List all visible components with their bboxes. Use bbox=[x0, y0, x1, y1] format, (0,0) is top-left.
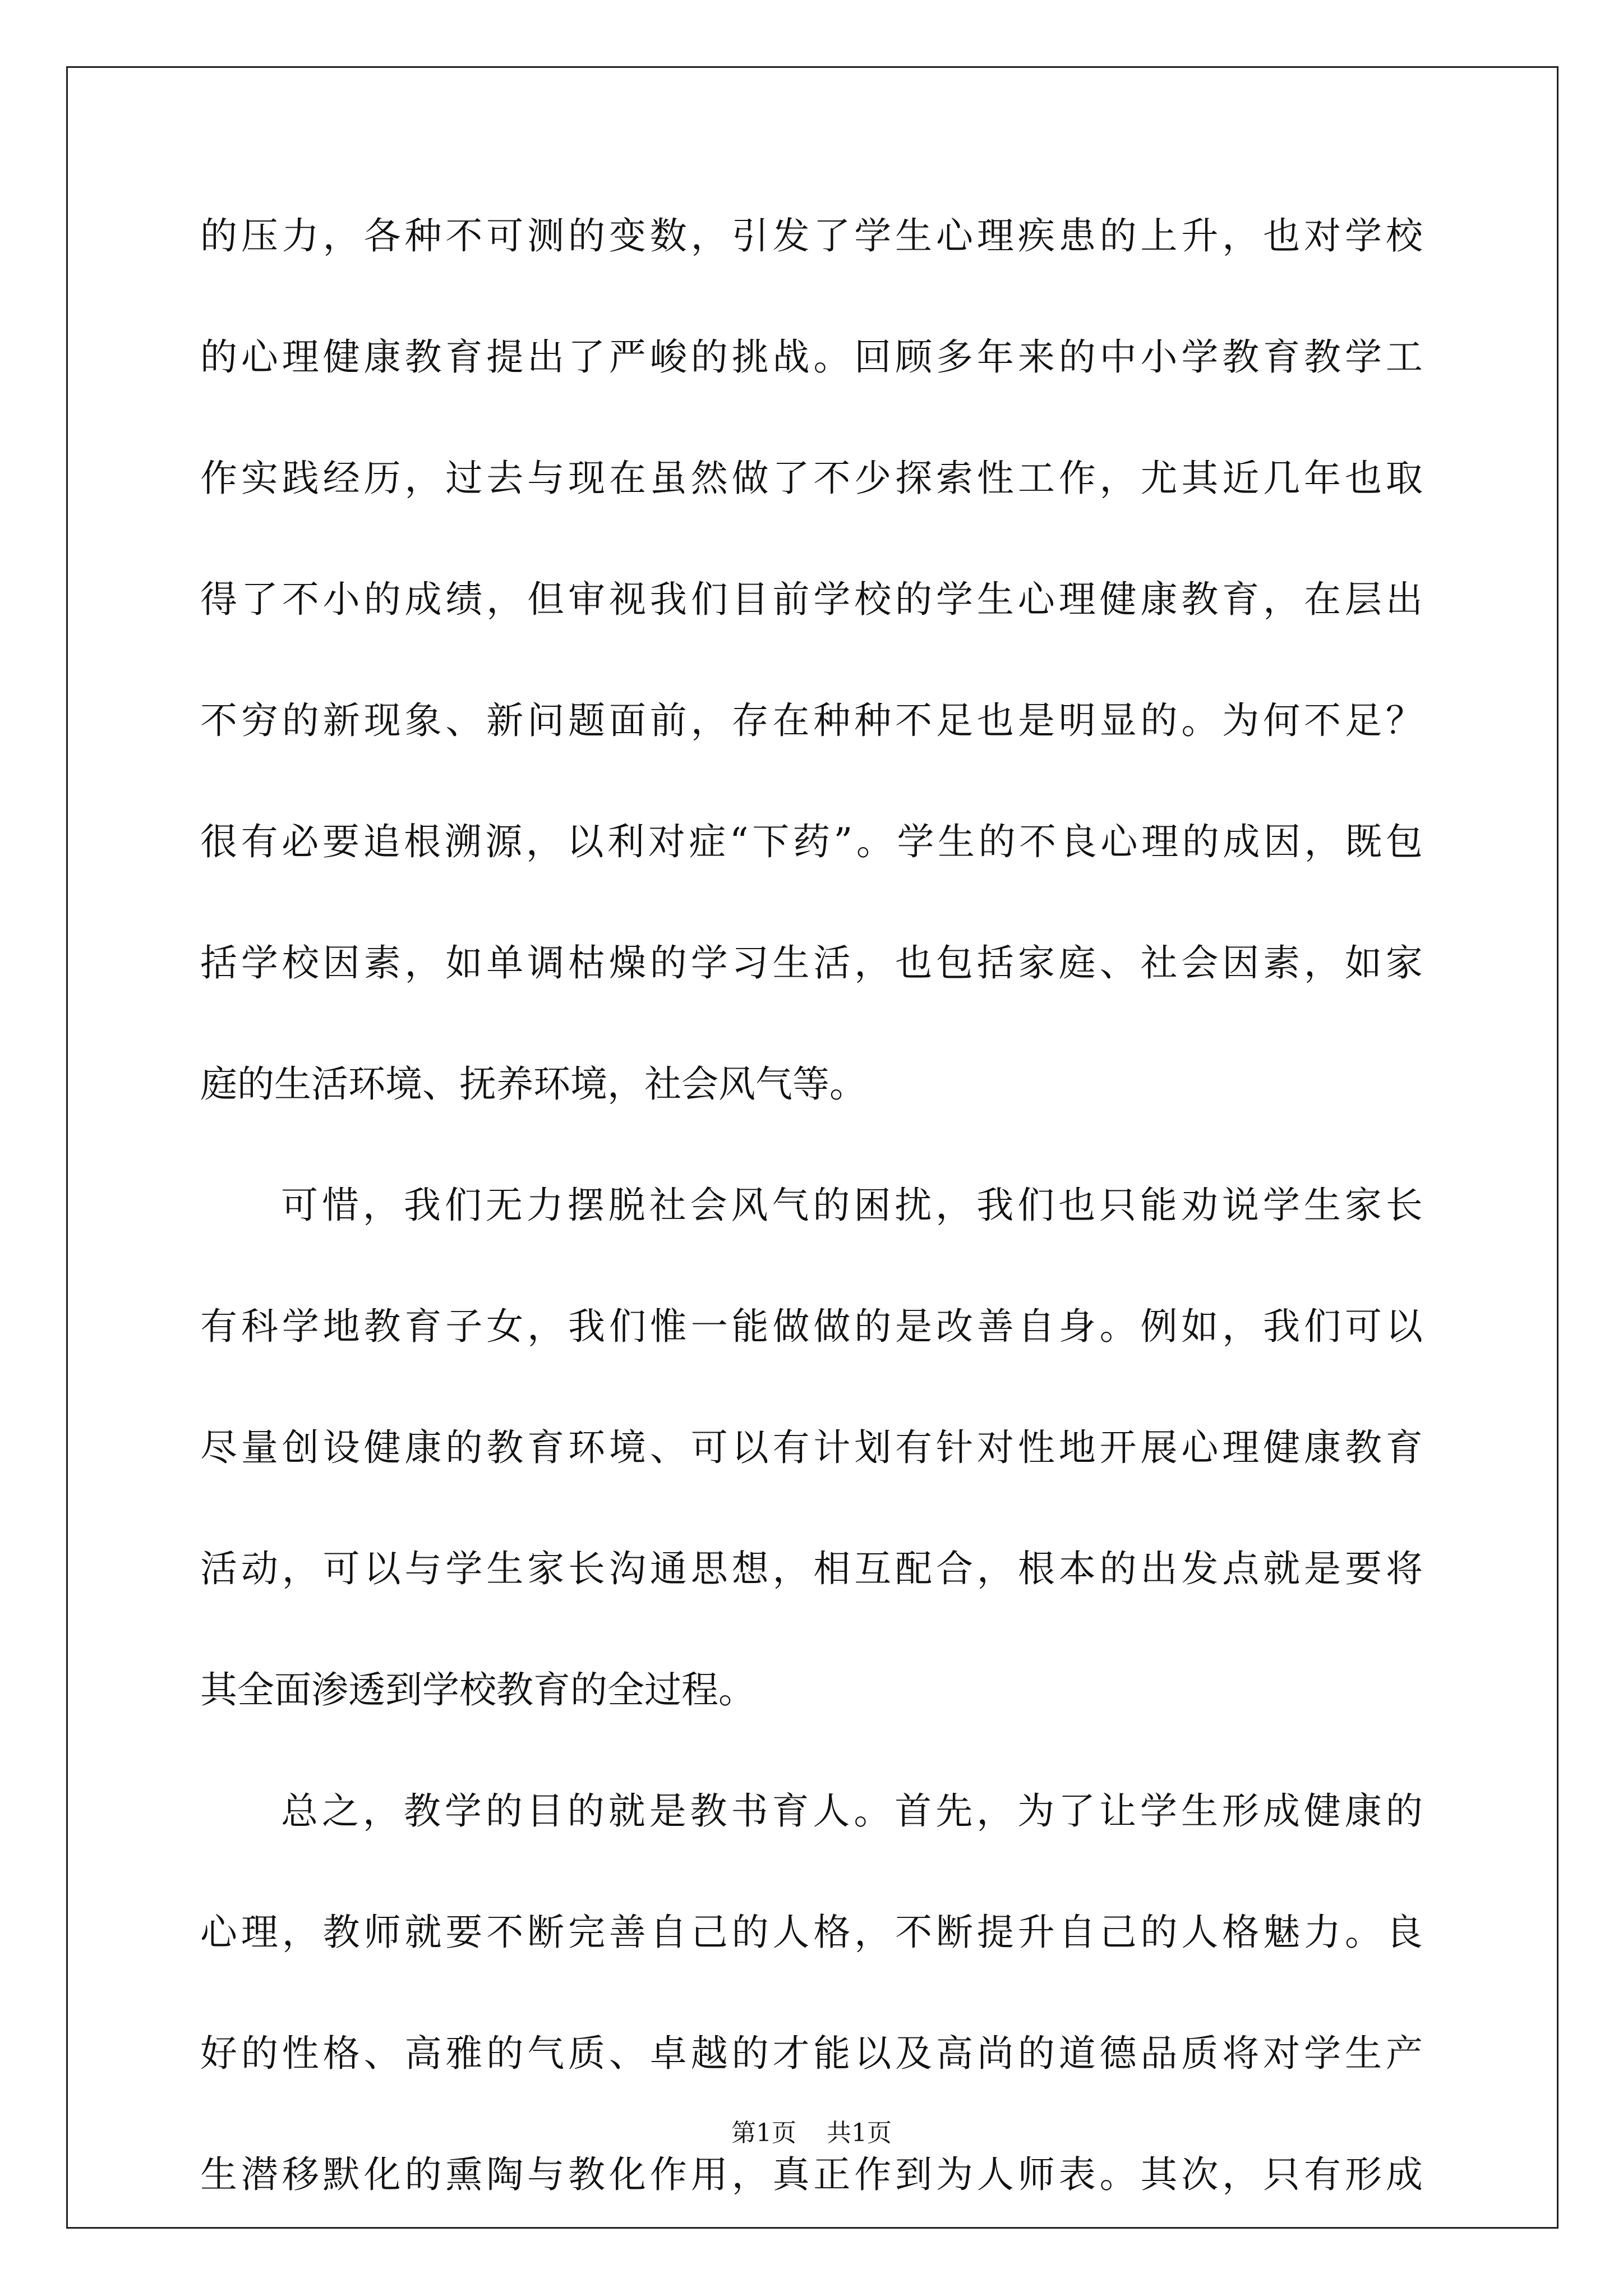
text-line: 括 学 校 因 素 ， 如 单 调 枯 燥 的 学 习 生 活 ， 也 包 括 家 庭 、 社 会 因 素 ， 如 家 bbox=[200, 941, 1423, 984]
text-line: 其全面渗透到学校教育的全过程。 bbox=[200, 1668, 755, 1711]
text-line: 活 动 ， 可 以 与 学 生 家 长 沟 通 思 想 ， 相 互 配 合 ， 根 本 的 出 发 点 就 是 要 将 bbox=[200, 1547, 1423, 1590]
text-line: 尽 量 创 设 健 康 的 教 育 环 境 、 可 以 有 计 划 有 针 对 性 地 开 展 心 理 健 康 教 育 bbox=[200, 1426, 1423, 1469]
page-number: 第1页 bbox=[731, 2119, 796, 2147]
page-total: 共1页 bbox=[827, 2119, 892, 2147]
text-line: 心 理 ， 教 师 就 要 不 断 完 善 自 己 的 人 格 ， 不 断 提 升 自 己 的 人 格 魅 力 。 良 bbox=[200, 1911, 1423, 1954]
text-line: 好 的 性 格 、 高 雅 的 气 质 、 卓 越 的 才 能 以 及 高 尚 的 道 德 品 质 将 对 学 生 产 bbox=[200, 2032, 1423, 2075]
document-body bbox=[200, 216, 1423, 2276]
text-line: 生 潜 移 默 化 的 熏 陶 与 教 化 作 用 ， 真 正 作 到 为 人 师 表 。 其 次 ， 只 有 形 成 bbox=[200, 2153, 1423, 2196]
text-line: 得 了 不 小 的 成 绩 ， 但 审 视 我 们 目 前 学 校 的 学 生 心 理 健 康 教 育 ， 在 层 出 bbox=[200, 578, 1423, 621]
text-line: 不 穷 的 新 现 象 、 新 问 题 面 前 ， 存 在 种 种 不 足 也 是 明 显 的 。 为 何 不 足 ？ bbox=[200, 699, 1423, 742]
text-line: 的 压 力 ， 各 种 不 可 测 的 变 数 ， 引 发 了 学 生 心 理 疾 患 的 上 升 ， 也 对 学 校 bbox=[200, 214, 1423, 257]
text-line: 有 科 学 地 教 育 子 女 ， 我 们 惟 一 能 做 做 的 是 改 善 自 身 。 例 如 ， 我 们 可 以 bbox=[200, 1305, 1423, 1348]
text-line: 作 实 践 经 历 ， 过 去 与 现 在 虽 然 做 了 不 少 探 索 性 工 作 ， 尤 其 近 几 年 也 取 bbox=[200, 457, 1423, 500]
text-line: 很 有 必 要 追 根 溯 源 ， 以 利 对 症 “ 下 药 ” 。 学 生 的 不 良 心 理 的 成 因 ， 既 包 bbox=[200, 820, 1423, 863]
page-footer bbox=[0, 2118, 1623, 2148]
text-line: 总 之 ， 教 学 的 目 的 就 是 教 书 育 人 。 首 先 ， 为 了 让 学 生 形 成 健 康 的 bbox=[281, 1789, 1423, 1833]
text-line: 的 心 理 健 康 教 育 提 出 了 严 峻 的 挑 战 。 回 顾 多 年 来 的 中 小 学 教 育 教 学 工 bbox=[200, 335, 1423, 379]
text-line: 可 惜 ， 我 们 无 力 摆 脱 社 会 风 气 的 困 扰 ， 我 们 也 只 能 劝 说 学 生 家 长 bbox=[281, 1184, 1423, 1227]
text-line: 庭的生活环境、抚养环境，社会风气等。 bbox=[200, 1062, 866, 1106]
